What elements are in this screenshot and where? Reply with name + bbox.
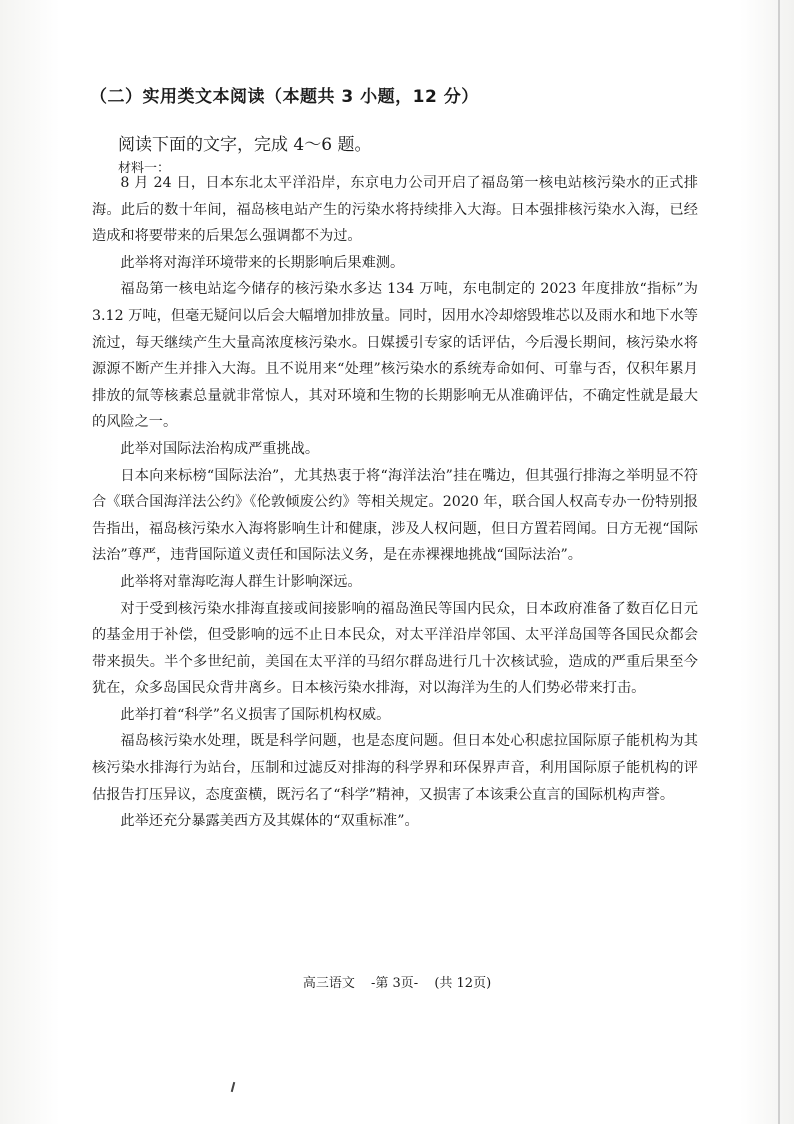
scan-mark [231, 1082, 236, 1092]
paragraph: 福岛核污染水处理，既是科学问题，也是态度问题。但日本处心积虑拉国际原子能机构为其核污染水排海行为站台，压制和过滤反对排海的科学界和环保界声音，利用国际原子能机构的评估报告打压异议，态度蛮横，既污名了“科学”精神，又损害了本该秉公直言的国际机构声誉。 [92, 733, 698, 803]
paragraph: 对于受到核污染水排海直接或间接影响的福岛渔民等国内民众，日本政府准备了数百亿日元的基金用于补偿，但受影响的远不止日本民众，对太平洋沿岸邻国、太平洋岛国等各国民众都会带来损失。半个多世纪前，美国在太平洋的马绍尔群岛进行几十次核试验，造成的严重后果至今犹在，众多岛国民众背井离乡。日本核污染水排海，对以海洋为生的人们势必带来打击。 [92, 600, 698, 697]
footer-page-number: -第 3页- [370, 976, 419, 991]
passage-body [92, 170, 698, 835]
section-title: （二）实用类文本阅读（本题共 3 小题，12 分） [90, 87, 479, 107]
footer-total-pages: (共 12页) [434, 976, 492, 991]
paragraph: 此举对国际法治构成严重挑战。 [120, 440, 320, 457]
paragraph: 此举打着“科学”名义损害了国际机构权威。 [120, 706, 391, 723]
page-edge-line [778, 0, 780, 1124]
paragraph: 此举将对海洋环境带来的长期影响后果难测。 [120, 254, 405, 271]
footer-subject: 高三语文 [302, 976, 355, 991]
reading-instruction: 阅读下面的文字，完成 4～6 题。 [118, 135, 372, 155]
paragraph: 8 月 24 日，日本东北太平洋沿岸，东京电力公司开启了福岛第一核电站核污染水的正式排海。此后的数十年间，福岛核电站产生的污染水将持续排入大海。日本强排核污染水入海，已经造成和将要带来的后果怎么强调都不为过。 [92, 175, 698, 245]
paragraph: 此举还充分暴露美西方及其媒体的“双重标准”。 [120, 813, 419, 830]
material-label: 材料一： [118, 161, 171, 176]
paragraph: 福岛第一核电站迄今储存的核污染水多达 134 万吨，东电制定的 2023 年度排放“指标”为 3.12 万吨，但毫无疑问以后会大幅增加排放量。同时，因用水冷却熔毁堆芯以及雨水和地下水等流过，每天继续产生大量高浓度核污染水。日媒援引专家的话评估，今后漫长期间，核污染水将源源不断产生并排入大海。且不说用来“处理”核污染水的系统寿命如何、可靠与否，仅积年累月排放的氚等核素总量就非常惊人，其对环境和生物的长期影响无从准确评估，不确定性就是最大的风险之一。 [92, 281, 698, 431]
page-footer [0, 972, 794, 991]
paragraph: 日本向来标榜“国际法治”，尤其热衷于将“海洋法治”挂在嘴边，但其强行排海之举明显不符合《联合国海洋法公约》《伦敦倾废公约》等相关规定。2020 年，联合国人权高专办一份特别报告指出，福岛核污染水入海将影响生计和健康，涉及人权问题，但日方置若罔闻。日方无视“国际法治”尊严，违背国际道义责任和国际法义务，是在赤裸裸地挑战“国际法治”。 [92, 467, 698, 564]
paragraph: 此举将对靠海吃海人群生计影响深远。 [120, 573, 362, 590]
